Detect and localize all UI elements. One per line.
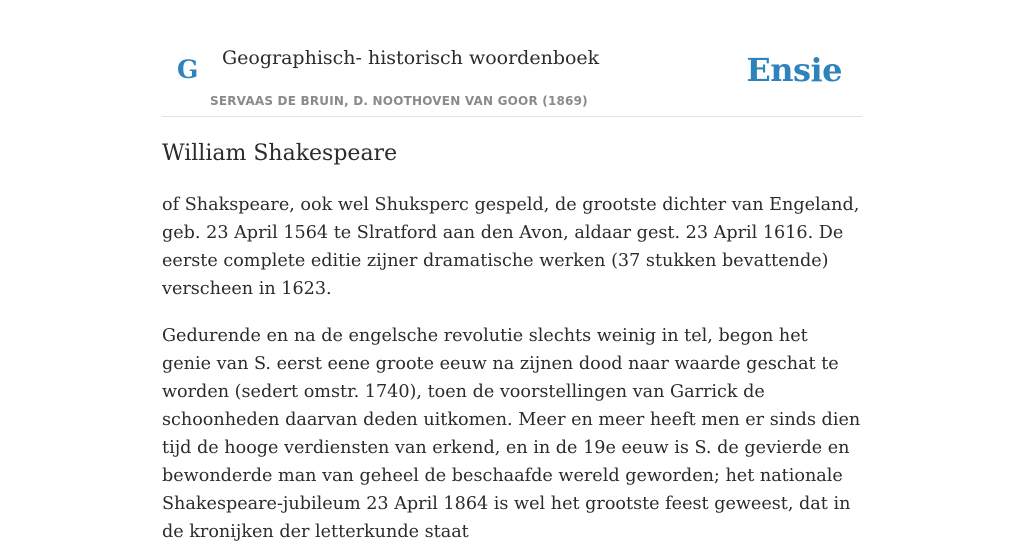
entry-paragraph: Gedurende en na de engelsche revolutie slechts weinig in tel, begon het genie van S. eerst eene groote eeuw na zijnen dood naar waarde geschat te worden (sedert omstr. 1740), toen de voorstellingen van Garrick de schoonheden daarvan deden uitkomen. Meer en meer heeft men er sinds dien tijd de hooge verdiensten van erkend, en in de 19e eeuw is S. de gevierde en bewonderde man van geheel de beschaafde wereld geworden; het nationale Shakespeare-jubileum 23 April 1864 is wel het grootste feest geweest, dat in de kronijken der letterkunde staat xyxy=(162,326,861,542)
letter-index-link[interactable]: G xyxy=(177,55,199,84)
entry-title: William Shakespeare xyxy=(162,141,398,166)
book-authors: SERVAAS DE BRUIN, D. NOOTHOVEN VAN GOOR (1869) xyxy=(210,94,588,108)
ensie-logo-link[interactable]: Ensie xyxy=(746,51,842,89)
book-title-link[interactable]: Geographisch- historisch woordenboek xyxy=(222,47,600,69)
entry-paragraph: of Shakspeare, ook wel Shuksperc gespeld, de grootste dichter van Engeland, geb. 23 April 1564 te Slratford aan den Avon, aldaar gest. 23 April 1616. De eerste complete editie zijner dramatische werken (37 stukken bevattende) verscheen in 1623. xyxy=(162,195,860,299)
entry-content xyxy=(162,134,862,546)
book-header xyxy=(162,0,862,117)
